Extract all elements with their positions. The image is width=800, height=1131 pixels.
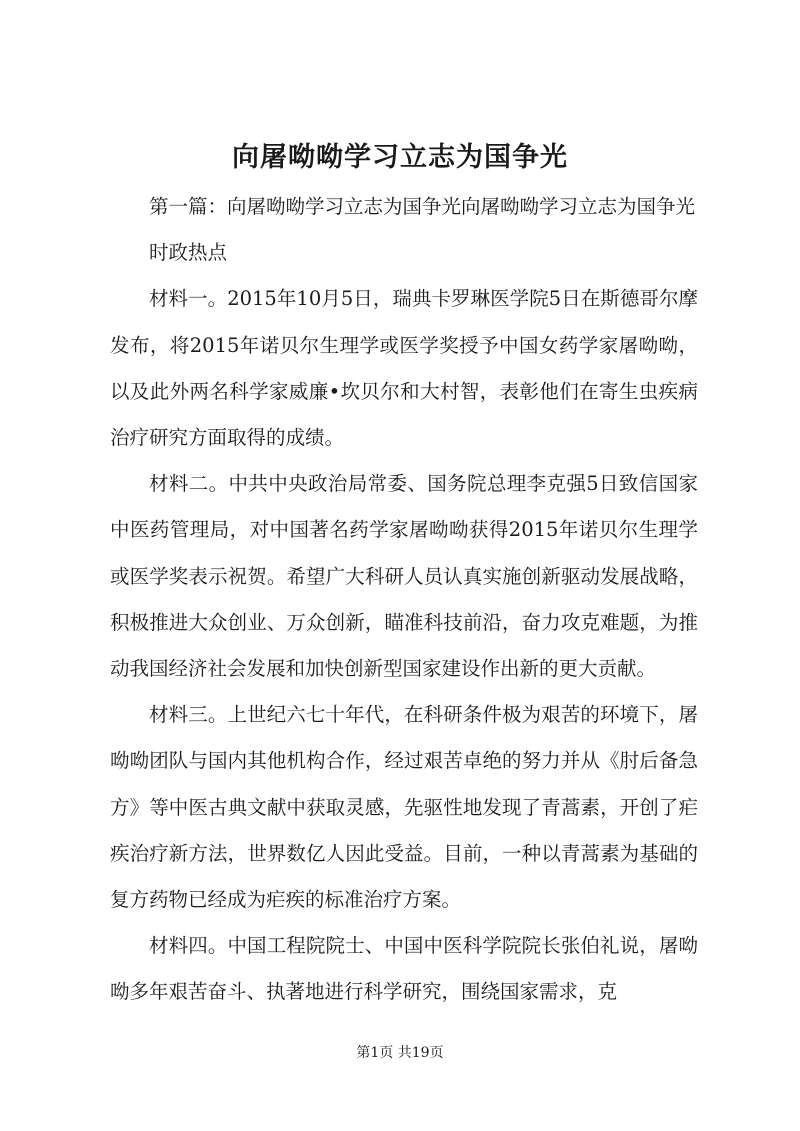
paragraph-section-label: 时政热点 [149, 241, 228, 265]
paragraph-material-1: 材料一。2015年10月5日，瑞典卡罗琳医学院5日在斯德哥尔摩发布，将2015年诺贝尔生理学或医学奖授予中国女药学家屠呦呦，以及此外两名科学家威廉•坎贝尔和大村智，表彰他们在寄生虫疾病治疗研究方面取得的成绩。 [110, 287, 698, 450]
paragraph-heading: 第一篇：向屠呦呦学习立志为国争光向屠呦呦学习立志为国争光 [149, 195, 696, 218]
paragraph-material-3: 材料三。上世纪六七十年代，在科研条件极为艰苦的环境下，屠呦呦团队与国内其他机构合作，经过艰苦卓绝的努力并从《肘后备急方》等中医古典文献中获取灵感，先驱性地发现了青蒿素，开创了疟疾治疗新方法，世界数亿人因此受益。目前，一种以青蒿素为基础的复方药物已经成为疟疾的标准治疗方案。 [110, 703, 698, 912]
paragraph-material-2: 材料二。中共中央政治局常委、国务院总理李克强5日致信国家中医药管理局，对中国著名药学家屠呦呦获得2015年诺贝尔生理学或医学奖表示祝贺。希望广大科研人员认真实施创新驱动发展战略，积极推进大众创业、万众创新，瞄准科技前沿，奋力攻克难题，为推动我国经济社会发展和加快创新型国家建设作出新的更大贡献。 [110, 472, 698, 681]
document-body [110, 184, 698, 1016]
page-number-footer: 第1页 共19页 [356, 1045, 444, 1061]
paragraph-material-4: 材料四。中国工程院院士、中国中医科学院院长张伯礼说，屠呦呦多年艰苦奋斗、执著地进行科学研究，围绕国家需求，克 [110, 934, 698, 1004]
document-title: 向屠呦呦学习立志为国争光 [232, 142, 568, 173]
